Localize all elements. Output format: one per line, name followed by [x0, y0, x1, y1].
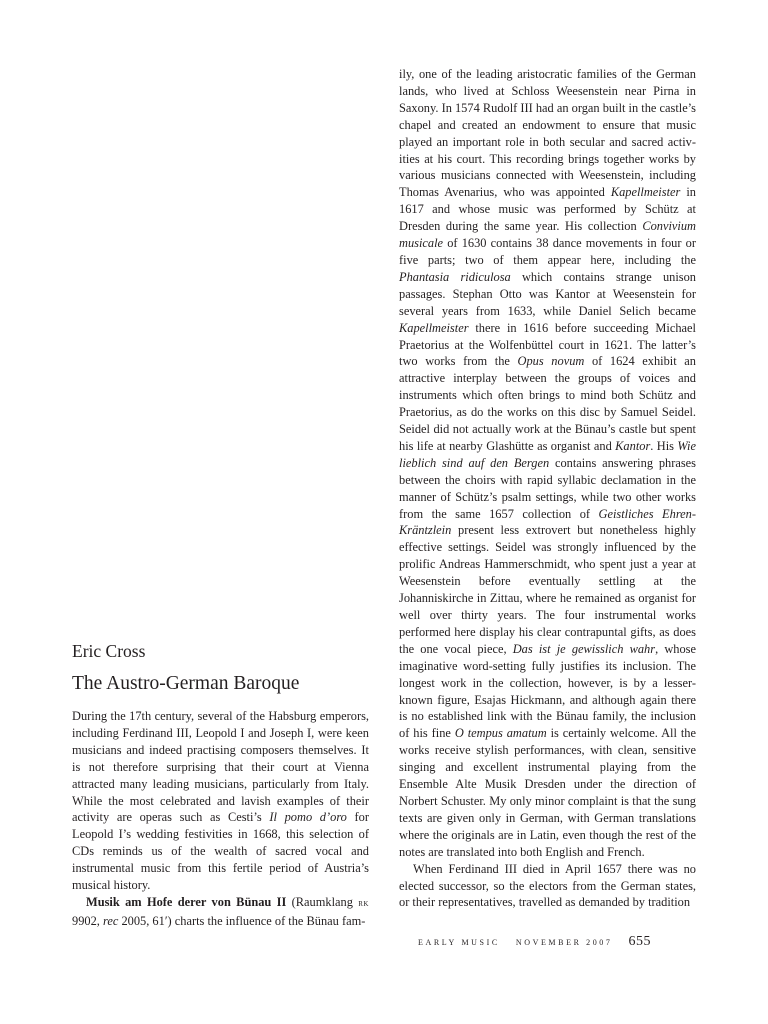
body-text: of 1624 exhibit an attractive interplay between the groups of voices and instruments which often brings to mind both Schütz and Praetorius, as do the works on this disc by Samuel Seidel. Seidel did not actually work at the Bünau’s castle but spent his life at nearby Glashütte as organist and — [399, 354, 696, 453]
italic-term: Kapellmeister — [399, 320, 469, 335]
italic-term: Convivium musicale — [399, 219, 696, 251]
left-column — [72, 708, 369, 930]
body-text: present less extrovert but nonetheless highly effective settings. Seidel was strongly influenced by the prolific Andreas Hammerschmidt, who spent just a year at Weesenstein before eventually settling at the Johanniskirche in Zittau, where he remained as organist for well over thirty years. The four instrumental works performed here display his clear contrapuntal gifts, as does the one vocal piece, — [399, 523, 696, 656]
rec-abbrev: rec — [102, 913, 119, 928]
issue-date: november 2007 — [515, 934, 613, 948]
body-text: ily, one of the leading aristocratic families of the German lands, who lived at Schloss Weesenstein near Pirna in Saxony. In 1574 Rudolf III had an organ built in the castle’s chapel and created an endowment to ensure that music played an important role in both secular and sacred activities at his court. This recording brings together works by various musicians connected with Weesenstein, including Thomas Avenarius, who was appointed — [399, 67, 696, 200]
cd-details: (Raumklang — [286, 894, 359, 909]
cd-details-3: 2005, 61′) charts the influence of the Bünau fam- — [118, 913, 366, 928]
continued-paragraph — [399, 66, 696, 861]
body-text: is certainly welcome. All the works receive stylish performances, with clean, sensitive singing and excellent instrumental playing from the Ensemble Alte Musik Dresden under the direction of Norbert Schuster. My only minor complaint is that the sung texts are given only in German, with German translations where the originals are in Latin, even though the rest of the notes are translated into both English and French. — [399, 726, 696, 859]
italic-term: Geistliches Ehren-Kräntzlein — [399, 506, 696, 538]
italic-term: Wie lieblich sind auf den Bergen — [399, 438, 696, 470]
page-footer — [418, 934, 698, 950]
intro-text: During the 17th century, several of the Habsburg emperors, including Ferdinand III, Leopold I and Joseph I, were keen musicians and indeed practising composers themselves. It is not therefore surprising that their court at Vienna attracted many leading musicians, particularly from Italy. While the most celebrated and lavish examples of their activity are operas such as Cesti’s — [72, 709, 369, 825]
body-text: contains answering phrases between the choirs with rapid syllabic declamation in the manner of Schütz’s psalm settings, while two other works from the same 1657 collection of — [399, 455, 697, 521]
italic-term: O tempus amatum — [454, 726, 547, 741]
italic-term: Kantor — [615, 438, 651, 453]
italic-term: Opus novum — [517, 354, 585, 369]
right-column — [399, 66, 696, 911]
italic-term: Phantasia ridiculosa — [399, 269, 511, 284]
body-text: of 1630 contains 38 dance movements in four or five parts; two of them appear here, including the — [399, 236, 696, 267]
body-text: there in 1616 before succeeding Michael Praetorius at the Wolfenbüttel court in 1621. The latter’s two works from the — [399, 320, 696, 369]
intro-paragraph — [72, 708, 369, 894]
article-title: The Austro-German Baroque — [72, 673, 300, 694]
body-text: . His — [650, 438, 678, 453]
body-text: , whose imaginative word-setting fully justifies its inclusion. The longest work in the collection, however, is by a lesser-known figure, Esajas Hickmann, and although again there is no established link with the Bünau family, the inclusion of his fine — [399, 641, 697, 741]
review-paragraph — [72, 894, 369, 930]
page-number: 655 — [628, 934, 652, 949]
cd-title: Musik am Hofe derer von Bünau II — [86, 894, 287, 909]
label-code: rk — [358, 897, 369, 909]
author-name: Eric Cross — [72, 641, 146, 661]
opera-title: Il pomo d’oro — [269, 810, 347, 825]
italic-term: Kapellmeister — [610, 185, 681, 200]
intro-text-rest: for Leopold I’s wedding festivities in 1668, this selection of CDs reminds us of the wealth of sacred vocal and instrumental music from this fertile period of Austria’s musical history. — [72, 810, 370, 893]
body-text: in 1617 and whose music was performed by Schütz at Dresden during the same year. His collection — [399, 185, 696, 234]
italic-term: Das ist je gewisslich wahr — [512, 641, 656, 656]
journal-name: early music — [418, 934, 500, 948]
next-paragraph: When Ferdinand III died in April 1657 there was no elected successor, so the electors from the German states, or their representatives, travelled as demanded by tradition — [399, 861, 696, 910]
cd-details-2: 9902, — [72, 913, 103, 928]
body-text: which contains strange unison passages. Stephan Otto was Kantor at Weesenstein for several years from 1633, while Daniel Selich became — [399, 269, 696, 318]
